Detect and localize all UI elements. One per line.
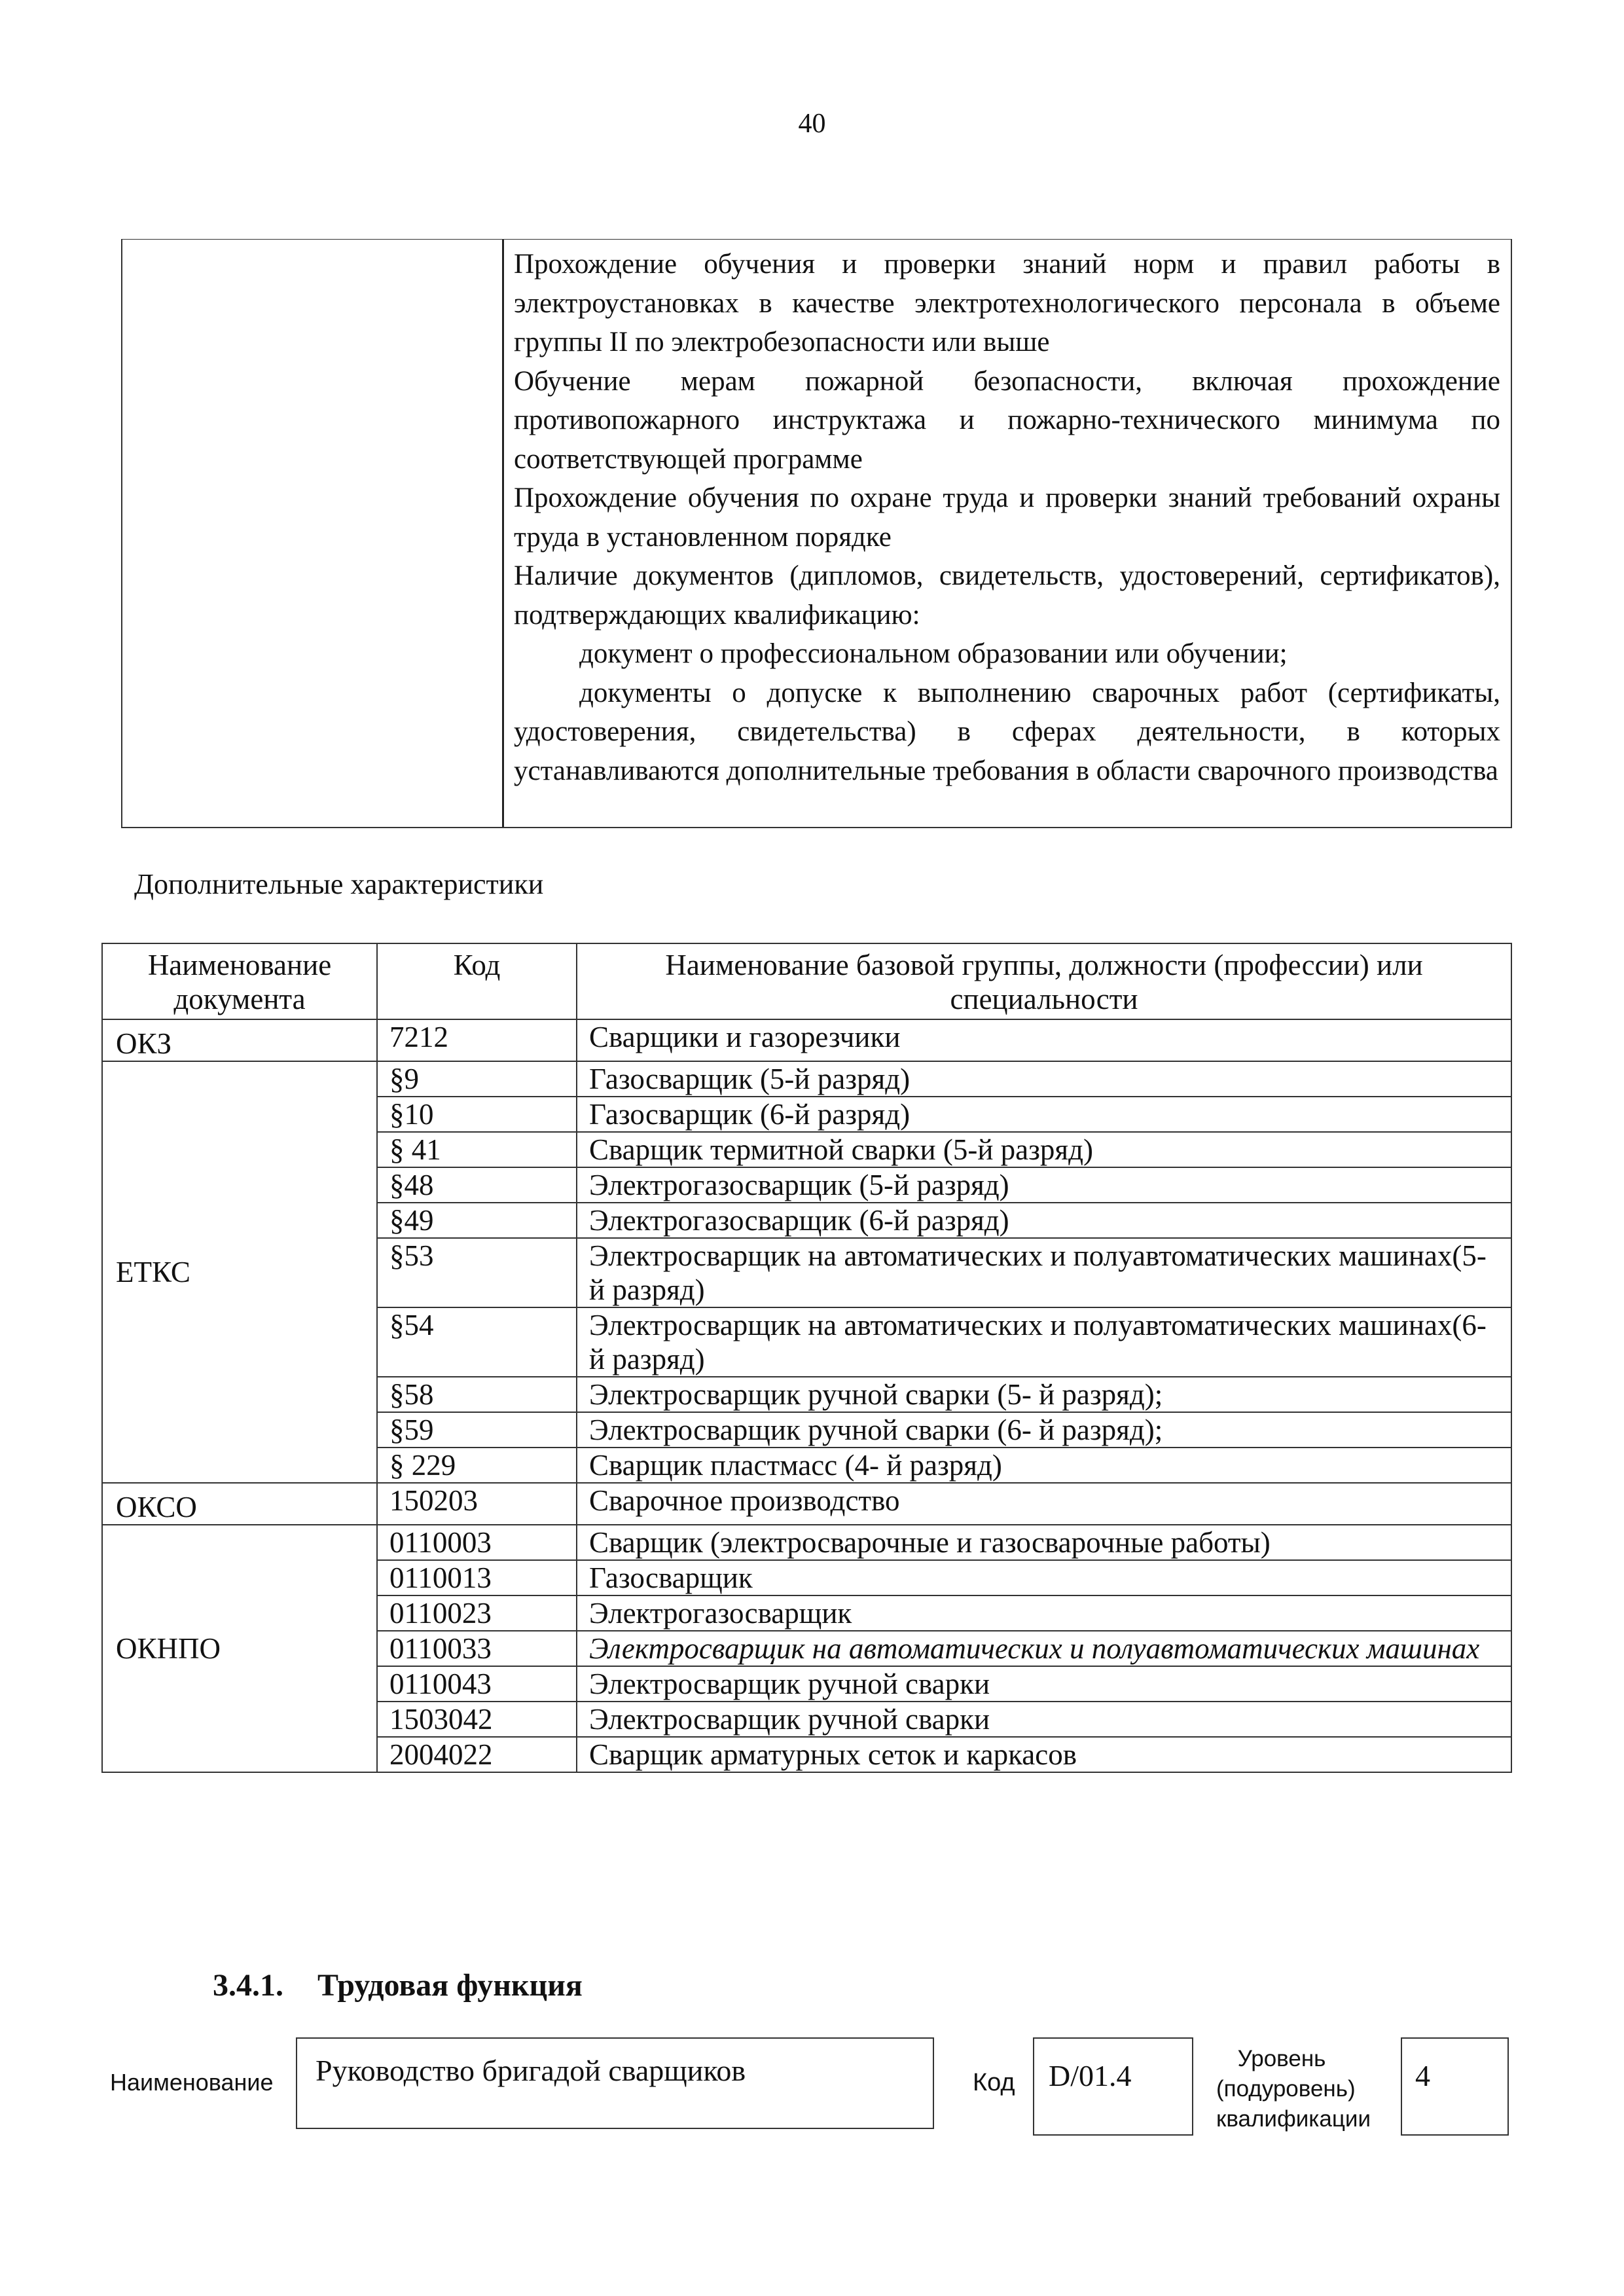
requirement-item: Наличие документов (дипломов, свидетельств, удостоверений, сертификатов), подтверждающих квалификацию: xyxy=(514,560,1500,630)
function-name-label: Наименование xyxy=(110,2069,274,2096)
name-cell: Сварочное производство xyxy=(577,1483,1511,1525)
additional-characteristics-title: Дополнительные характеристики xyxy=(134,868,544,900)
qualification-level-field: 4 xyxy=(1401,2037,1509,2136)
function-code-field: D/01.4 xyxy=(1033,2037,1193,2136)
additional-characteristics-table xyxy=(101,943,1512,1773)
table-row xyxy=(102,1525,1511,1560)
code-cell: §10 xyxy=(377,1097,577,1132)
name-cell: Электрогазосварщик (5-й разряд) xyxy=(577,1167,1511,1203)
code-cell: 1503042 xyxy=(377,1702,577,1737)
level-label-line-2: (подуровень) xyxy=(1216,2076,1356,2102)
header-name: Наименование базовой группы, должности (профессии) или специальности xyxy=(577,943,1511,1019)
table-row xyxy=(102,1061,1511,1097)
header-code: Код xyxy=(377,943,577,1019)
code-cell: 0110013 xyxy=(377,1560,577,1595)
requirements-label-cell xyxy=(122,240,504,827)
code-cell: 0110033 xyxy=(377,1631,577,1666)
code-cell: 0110003 xyxy=(377,1525,577,1560)
code-cell: §53 xyxy=(377,1238,577,1307)
code-cell: §54 xyxy=(377,1307,577,1377)
level-label-line-3: квалификации xyxy=(1216,2106,1371,2132)
code-cell: § 41 xyxy=(377,1132,577,1167)
requirement-item: Прохождение обучения и проверки знаний норм и правил работы в электроустановках в качестве электротехнологического персонала в объеме группы II по электробезопасности или выше xyxy=(514,249,1500,357)
requirement-item: Прохождение обучения по охране труда и проверки знаний требований охраны труда в установленном порядке xyxy=(514,483,1500,553)
name-cell: Электрогазосварщик xyxy=(577,1595,1511,1631)
name-cell: Сварщик (электросварочные и газосварочные работы) xyxy=(577,1525,1511,1560)
name-cell: Электросварщик ручной сварки xyxy=(577,1666,1511,1702)
level-label-line-1: Уровень xyxy=(1237,2046,1326,2071)
document-cell: ЕТКС xyxy=(102,1061,377,1483)
name-cell: Электросварщик ручной сварки xyxy=(577,1702,1511,1737)
name-cell: Электросварщик на автоматических и полуавтоматических машинах(5- й разряд) xyxy=(577,1238,1511,1307)
name-cell: Сварщики и газорезчики xyxy=(577,1019,1511,1061)
requirement-item: документы о допуске к выполнению сварочных работ (сертификаты, удостоверения, свидетельства) в сферах деятельности, в которых устанавливаются дополнительные требования в области сварочного производства xyxy=(514,677,1500,786)
section-heading xyxy=(213,1967,583,2003)
name-cell: Сварщик арматурных сеток и каркасов xyxy=(577,1737,1511,1772)
requirement-item: Обучение мерам пожарной безопасности, включая прохождение противопожарного инструктажа и пожарно-технического минимума по соответствующей программе xyxy=(514,365,1500,475)
function-name-field: Руководство бригадой сварщиков xyxy=(296,2037,934,2129)
section-title: Трудовая функция xyxy=(317,1968,583,2003)
qualification-level-label xyxy=(1216,2044,1371,2134)
document-cell: ОКЗ xyxy=(102,1019,377,1061)
document-cell: ОКСО xyxy=(102,1483,377,1525)
requirements-table xyxy=(121,239,1512,828)
name-cell: Электросварщик ручной сварки (6- й разряд); xyxy=(577,1412,1511,1448)
page-number: 40 xyxy=(798,109,826,139)
document-cell: ОКНПО xyxy=(102,1525,377,1772)
table-row xyxy=(102,1483,1511,1525)
name-cell: Сварщик пластмасс (4- й разряд) xyxy=(577,1448,1511,1483)
code-cell: §9 xyxy=(377,1061,577,1097)
requirements-list xyxy=(514,245,1500,790)
function-code-label: Код xyxy=(973,2069,1015,2096)
code-cell: §58 xyxy=(377,1377,577,1412)
name-cell: Газосварщик (6-й разряд) xyxy=(577,1097,1511,1132)
name-cell: Газосварщик xyxy=(577,1560,1511,1595)
code-cell: 7212 xyxy=(377,1019,577,1061)
code-cell: §59 xyxy=(377,1412,577,1448)
name-cell: Сварщик термитной сварки (5-й разряд) xyxy=(577,1132,1511,1167)
name-cell: Газосварщик (5-й разряд) xyxy=(577,1061,1511,1097)
header-doc: Наименование документа xyxy=(102,943,377,1019)
code-cell: 2004022 xyxy=(377,1737,577,1772)
table-header-row xyxy=(102,943,1511,1019)
section-number: 3.4.1. xyxy=(213,1968,283,2003)
requirement-item: документ о профессиональном образовании или обучении; xyxy=(579,638,1288,669)
name-cell: Электрогазосварщик (6-й разряд) xyxy=(577,1203,1511,1238)
code-cell: § 229 xyxy=(377,1448,577,1483)
code-cell: 0110043 xyxy=(377,1666,577,1702)
code-cell: 0110023 xyxy=(377,1595,577,1631)
name-cell: Электросварщик на автоматических и полуавтоматических машинах xyxy=(577,1631,1511,1666)
name-cell: Электросварщик ручной сварки (5- й разряд); xyxy=(577,1377,1511,1412)
name-cell: Электросварщик на автоматических и полуавтоматических машинах(6- й разряд) xyxy=(577,1307,1511,1377)
code-cell: §49 xyxy=(377,1203,577,1238)
code-cell: §48 xyxy=(377,1167,577,1203)
code-cell: 150203 xyxy=(377,1483,577,1525)
table-row xyxy=(102,1019,1511,1061)
